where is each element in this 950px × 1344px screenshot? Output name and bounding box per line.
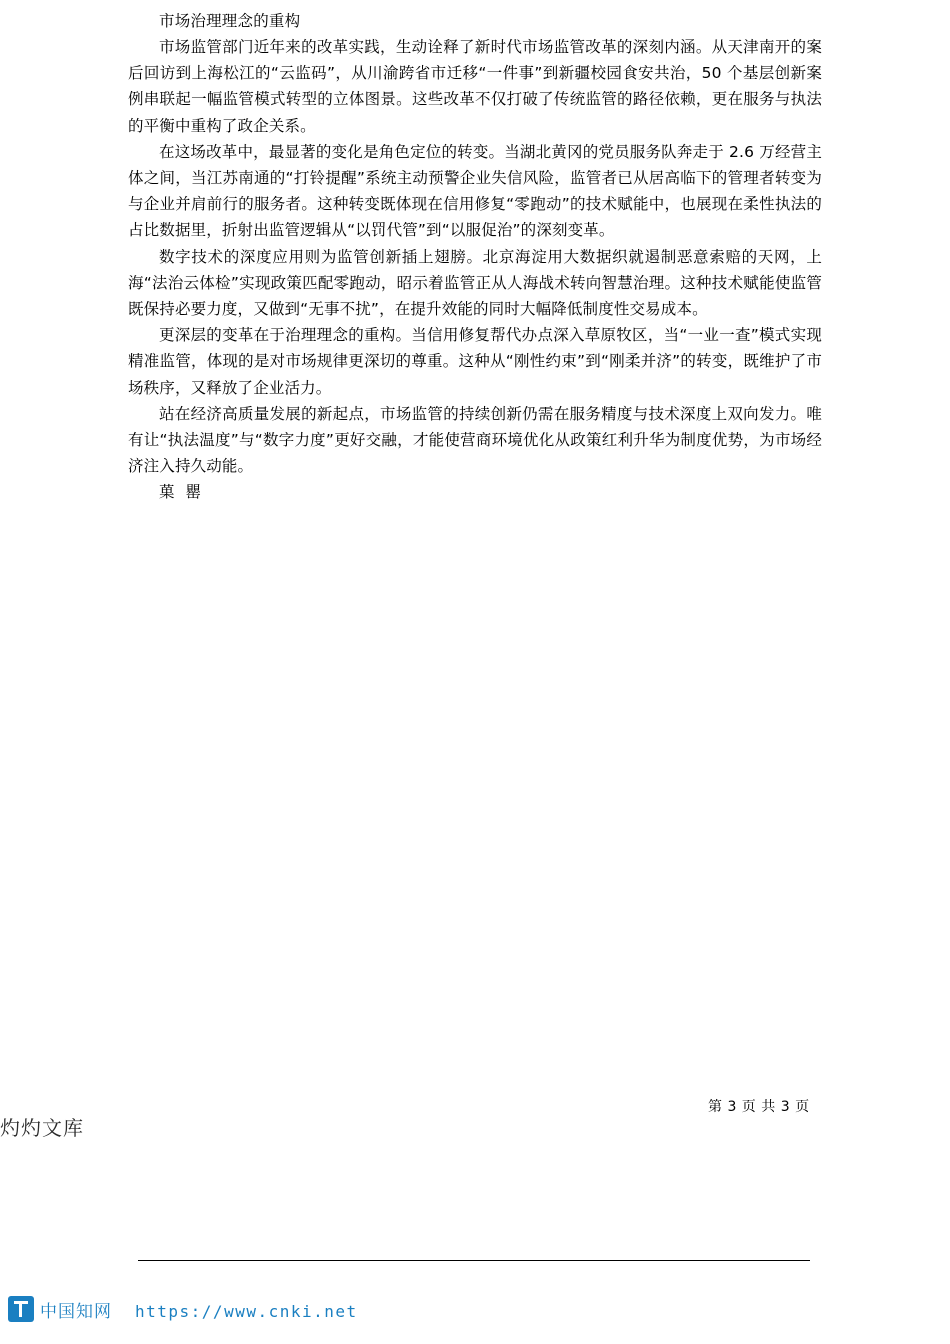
paragraph-1: 市场监管部门近年来的改革实践，生动诠释了新时代市场监管改革的深刻内涵。从天津南开的案后回访到上海松江的“云监码”，从川渝跨省市迁移“一件事”到新疆校园食安共治，50 个基层创新案例串联起一幅监管模式转型的立体图景。这些改革不仅打破了传统监管的路径依赖，更在服务与执法的平衡中重构了政企关系。: [128, 38, 822, 135]
cnki-url-link[interactable]: https://www.cnki.net: [135, 1302, 358, 1321]
watermark-text: 灼灼文库: [0, 1116, 84, 1140]
paragraph-3: 数字技术的深度应用则为监管创新插上翅膀。北京海淀用大数据织就遏制恶意索赔的天网，上海“法治云体检”实现政策匹配零跑动，昭示着监管正从人海战术转向智慧治理。这种技术赋能使监管既保持必要力度，又做到“无事不扰”，在提升效能的同时大幅降低制度性交易成本。: [128, 247, 822, 319]
paragraph-2: 在这场改革中，最显著的变化是角色定位的转变。当湖北黄冈的党员服务队奔走于 2.6 万经营主体之间，当江苏南通的“打铃提醒”系统主动预警企业失信风险，监管者已从居高临下的管理者转变为与企业并肩前行的服务者。这种转变既体现在信用修复“零跑动”的技术赋能中，也展现在柔性执法的占比数据里，折射出监管逻辑从“以罚代管”到“以服促治”的深刻变革。: [128, 142, 822, 240]
document-body: [128, 8, 822, 506]
cnki-logo-icon: [8, 1296, 34, 1322]
page-number: 第 3 页 共 3 页: [708, 1099, 810, 1115]
cnki-logo: [8, 1296, 112, 1322]
signature-line: 菓 罌: [159, 483, 204, 502]
footer-divider: [138, 1260, 810, 1261]
section-heading: 市场治理理念的重构: [159, 12, 301, 30]
paragraph-4: 更深层的变革在于治理理念的重构。当信用修复帮代办点深入草原牧区，当“一业一查”模式实现精准监管，体现的是对市场规律更深切的尊重。这种从“刚性约束”到“刚柔并济”的转变，既维护了市场秩序，又释放了企业活力。: [128, 326, 822, 397]
cnki-logo-label: 中国知网: [40, 1301, 112, 1322]
paragraph-5: 站在经济高质量发展的新起点，市场监管的持续创新仍需在服务精度与技术深度上双向发力。唯有让“执法温度”与“数字力度”更好交融，才能使营商环境优化从政策红利升华为制度优势，为市场经济注入持久动能。: [128, 404, 822, 476]
cnki-footer-bar: [0, 1286, 950, 1344]
